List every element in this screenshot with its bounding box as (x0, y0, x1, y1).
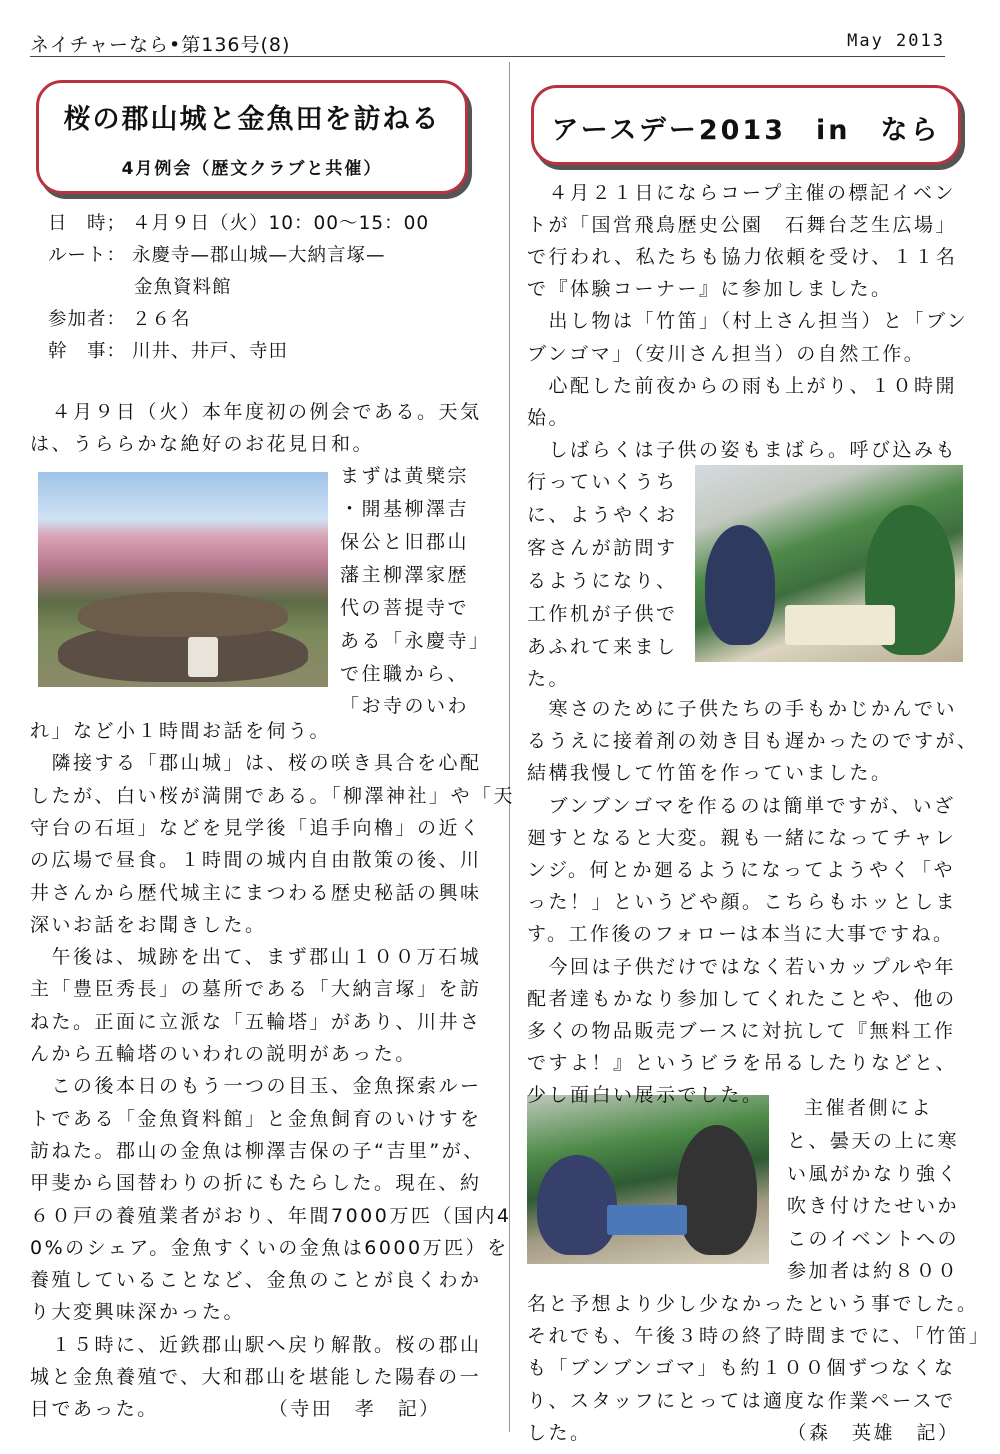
article2-line: 工作机が子供で (527, 603, 678, 625)
article1-line: ６０戸の養殖業者がおり、年間7000万匹（国内4 (30, 1204, 512, 1227)
date-label: 日 時； (48, 213, 127, 234)
organizers-label: 幹 事： (48, 341, 127, 362)
article2-line: 名と予想より少し少なかったという事でした。 (527, 1293, 979, 1315)
article1-line: は、うららかな絶好のお花見日和。 (30, 433, 375, 455)
article1-line: まずは黄檗宗 (340, 465, 470, 487)
article2-line: 行っていくうち (527, 471, 678, 493)
article1-line: 隣接する「郡山城」は、桜の咲き具合を心配 (30, 752, 482, 775)
group-photo (38, 472, 328, 687)
article2-line: 心配した前夜からの雨も上がり、１０時開 (527, 374, 958, 397)
article2-line: 出し物は「竹笛」（村上さん担当）と「ブン (527, 310, 969, 333)
article1-line: ４月９日（火）本年度初の例会である。天気 (30, 401, 482, 423)
article1-line: れ」など小１時間お話を伺う。 (30, 720, 332, 742)
article1-title-box (36, 80, 468, 194)
article1-line: で住職から、 (340, 663, 470, 685)
article2-line: るうえに接着剤の効き目も遅かったのですが、 (527, 730, 979, 753)
article1-line: 日であった。 （寺田 孝 記） (30, 1398, 441, 1421)
article1-line: ある「永慶寺」 (340, 630, 491, 652)
article1-line: １５時に、近鉄郡山駅へ戻り解散。桜の郡山 (30, 1333, 482, 1356)
article2-line: ブンブンゴマを作るのは簡単ですが、いざ (527, 794, 956, 817)
article2-line: り、スタッフにとっては適度な作業ペースで (527, 1389, 956, 1412)
issue-date: May 2013 (847, 31, 945, 51)
article1-line: 守台の石垣」などを見学後「追手向櫓」の近く (30, 816, 482, 839)
article2-line: 結構我慢して竹笛を作っていました。 (527, 762, 893, 785)
article1-line: 井さんから歴代城主にまつわる歴史秘話の興味 (30, 881, 482, 904)
article2-line: した。 （森 英雄 記） (527, 1421, 960, 1444)
article2-line: 廻すとなると大変。親も一緒になってチャレ (527, 826, 957, 849)
article2-line: ですよ！』というビラを吊るしたりなどと、 (527, 1052, 958, 1075)
article2-line: あふれて来まし (527, 636, 678, 658)
article2-line: 配者達もかなり参加してくれたことや、他の (527, 987, 957, 1010)
article2-line: も「ブンブンゴマ」も約１００個ずつなくな (527, 1357, 956, 1380)
article2-line: ブンゴマ」（安川さん担当）の自然工作。 (527, 342, 926, 365)
article2-line: 少し面白い展示でした。 (527, 1084, 764, 1107)
article1-line: ねた。正面に立派な「五輪塔」があり、川井さ (30, 1010, 482, 1033)
children-crafting-photo (527, 1095, 769, 1264)
article1-line: の広場で昼食。１時間の城内自由散策の後、川 (30, 849, 482, 872)
article1-line: トである「金魚資料館」と金魚飼育のいけすを (30, 1107, 482, 1130)
article1-line: ・開基柳澤吉 (340, 498, 470, 520)
article2-line: 客さんが訪問す (527, 537, 678, 559)
article1-line: 養殖していることなど、金魚のことが良くわか (30, 1269, 482, 1292)
article1-line: 午後は、城跡を出て、まず郡山１００万石城 (30, 946, 482, 969)
article2-line: ４月２１日にならコープ主催の標記イベン (527, 182, 957, 204)
article2-line: に、ようやくお (527, 504, 678, 526)
article2-line: トが「国営飛鳥歴史公園 石舞台芝生広場」 (527, 214, 958, 237)
article2-line: で『体験コーナー』に参加しました。 (527, 278, 893, 301)
article2-line: ンジ。何とか廻るようになってようやく「や (527, 859, 956, 881)
article1-subtitle: 4月例会（歴文クラブと共催） (121, 159, 383, 179)
article2-line: で行われ、私たちも協力依頼を受け、１１名 (527, 246, 958, 269)
route-value-cont: 金魚資料館 (134, 277, 232, 298)
article1-line: 深いお話をお聞きした。 (30, 913, 267, 936)
article1-line: 代の菩提寺で (340, 597, 470, 619)
article1-line: 「お寺のいわ (340, 695, 470, 717)
article1-line: 甲斐から国替わりの折にもたらした。現在、約 (30, 1172, 482, 1195)
article2-line: 今回は子供だけではなく若いカップルや年 (527, 955, 957, 978)
article1-line: 主「豊臣秀長」の墓所である「大納言塚」を訪 (30, 978, 482, 1001)
article1-title: 桜の郡山城と金魚田を訪ねる (63, 104, 441, 135)
header-rule (30, 56, 945, 57)
organizers-value: 川井、井戸、寺田 (132, 341, 289, 362)
route-label: ルート： (48, 245, 127, 266)
article1-line: 0%のシェア。金魚すくいの金魚は6000万匹）を (30, 1236, 509, 1259)
article1-line: り大変興味深かった。 (30, 1301, 246, 1324)
newsletter-issue: ネイチャーなら•第136号(8) (30, 34, 291, 56)
article1-line: 城と金魚養殖で、大和郡山を堪能した陽春の一 (30, 1366, 482, 1388)
article1-line: 藩主柳澤家歴 (340, 564, 470, 586)
article2-line: い風がかなり強く (787, 1163, 960, 1185)
article2-title: アースデー2013 in なら (551, 115, 941, 146)
article2-line: 多くの物品販売ブースに対抗して『無料工作 (527, 1020, 956, 1042)
article1-line: 訪ねた。郡山の金魚は柳澤吉保の子“吉里”が、 (30, 1139, 485, 1162)
article2-line: 吹き付けたせいか (787, 1195, 960, 1217)
article2-line: このイベントへの (787, 1228, 960, 1250)
event-info (48, 208, 429, 368)
article2-line: た。 (527, 668, 571, 690)
article2-line: しばらくは子供の姿もまばら。呼び込みも (527, 438, 958, 461)
route-value: 永慶寺—郡山城—大納言塚— (132, 245, 386, 266)
article1-line: したが、白い桜が満開である。「柳澤神社」や「天 (30, 784, 516, 807)
article1-line: この後本日のもう一つの目玉、金魚探索ルー (30, 1075, 482, 1098)
date-value: ４月９日（火）10：00〜15：00 (132, 213, 430, 234)
article2-line: す。工作後のフォローは本当に大事ですね。 (527, 923, 955, 946)
article1-line: 保公と旧郡山 (340, 531, 470, 553)
article2-line: 始。 (527, 406, 571, 429)
article1-line: んから五輪塔のいわれの説明があった。 (30, 1043, 417, 1065)
article2-line: った！」というどや顔。こちらもホッとしま (527, 891, 958, 914)
article2-line: 寒さのために子供たちの手もかじかんでい (527, 698, 958, 720)
article2-line: るようになり、 (527, 570, 678, 592)
article2-title-box (531, 85, 961, 165)
article2-line: 参加者は約８００ (787, 1260, 960, 1282)
workshop-photo (695, 465, 963, 662)
participants-label: 参加者： (48, 309, 127, 330)
article2-line: 主催者側によ (804, 1097, 934, 1119)
participants-value: ２６名 (132, 309, 191, 330)
article2-line: それでも、午後３時の終了時間までに、「竹笛」 (527, 1325, 991, 1348)
article2-line: と、曇天の上に寒 (787, 1130, 960, 1152)
